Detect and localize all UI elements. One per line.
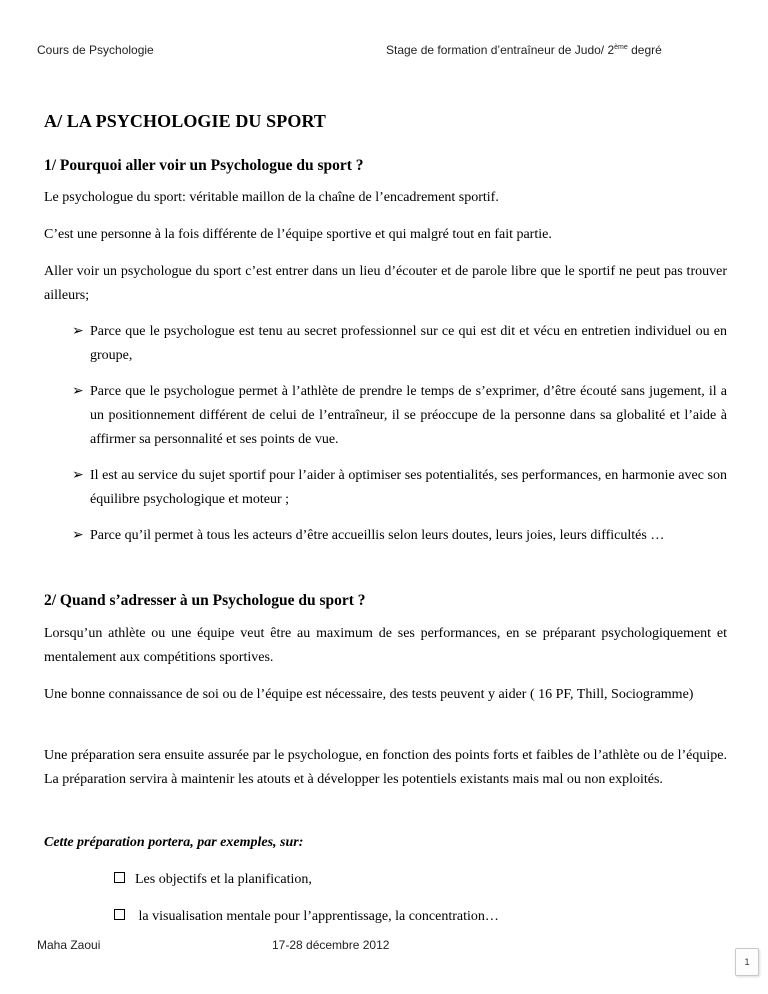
list-item-text: Les objectifs et la planification, [135,872,312,887]
list-item [114,905,499,929]
page-number: 1 [735,948,759,976]
section2-italic-note: Cette préparation portera, par exemples, sur: [44,835,304,850]
footer-author: Maha Zaoui [37,938,101,952]
list-item [114,868,312,892]
list-item-text: la visualisation mentale pour l’apprentissage, la concentration… [135,909,499,924]
section1-heading: 1/ Pourquoi aller voir un Psychologue du sport ? [44,157,364,174]
arrow-bullet-icon: ➢ [72,324,84,339]
arrow-bullet-icon: ➢ [72,468,84,483]
list-item [72,380,727,452]
section2-paragraph-2: Une bonne connaissance de soi ou de l’équipe est nécessaire, des tests peuvent y aider ( 16 PF, Thill, Sociogramme) [44,687,694,702]
header-course-name: Cours de Psychologie [37,43,154,57]
arrow-bullet-icon: ➢ [72,384,84,399]
header-training-suffix: degré [627,43,662,57]
header-training-text: Stage de formation d’entraîneur de Judo/ 2 [386,43,615,57]
checkbox-bullet-icon [114,872,125,883]
section1-paragraph-3: Aller voir un psychologue du sport c’est entrer dans un lieu d’écouter et de parole libre que le sportif ne peut pas trouver ailleurs; [44,264,727,303]
section2-paragraph-1: Lorsqu’un athlète ou une équipe veut être au maximum de ses performances, en se préparant psychologiquement et mentalement aux compétitions sportives. [44,626,727,665]
arrow-bullet-icon: ➢ [72,528,84,543]
page-title: A/ LA PSYCHOLOGIE DU SPORT [44,111,327,131]
section2-heading: 2/ Quand s’adresser à un Psychologue du sport ? [44,592,366,609]
header-superscript: ème [614,44,628,51]
list-item-text: Parce que le psychologue est tenu au secret professionnel sur ce qui est dit et vécu en entretien individuel ou en groupe, [90,324,727,363]
section1-paragraph-2: C’est une personne à la fois différente de l’équipe sportive et qui malgré tout en fait partie. [44,227,552,242]
list-item [72,524,727,548]
list-item-text: Il est au service du sujet sportif pour l’aider à optimiser ses potentialités, ses performances, en harmonie avec son équilibre psychologique et moteur ; [90,468,727,507]
section1-paragraph-1: Le psychologue du sport: véritable maillon de la chaîne de l’encadrement sportif. [44,190,499,205]
footer-date: 17-28 décembre 2012 [272,938,390,952]
checkbox-bullet-icon [114,909,125,920]
section2-paragraph-3: Une préparation sera ensuite assurée par le psychologue, en fonction des points forts et faibles de l’athlète ou de l’équipe. La préparation servira à maintenir les atouts et à développer les potentiels existants mais mal ou non exploités. [44,748,727,787]
list-item [72,464,727,512]
list-item-text: Parce qu’il permet à tous les acteurs d’être accueillis selon leurs doutes, leurs joies, leurs difficultés … [90,528,665,543]
list-item-text: Parce que le psychologue permet à l’athlète de prendre le temps de s’exprimer, d’être écouté sans jugement, il a un positionnement différent de celui de l’entraîneur, il se préoccupe de la personne dans sa globalité et l’aide à affirmer sa personnalité et ses points de vue. [90,384,727,447]
list-item [72,320,727,368]
header-training-title [386,43,662,57]
